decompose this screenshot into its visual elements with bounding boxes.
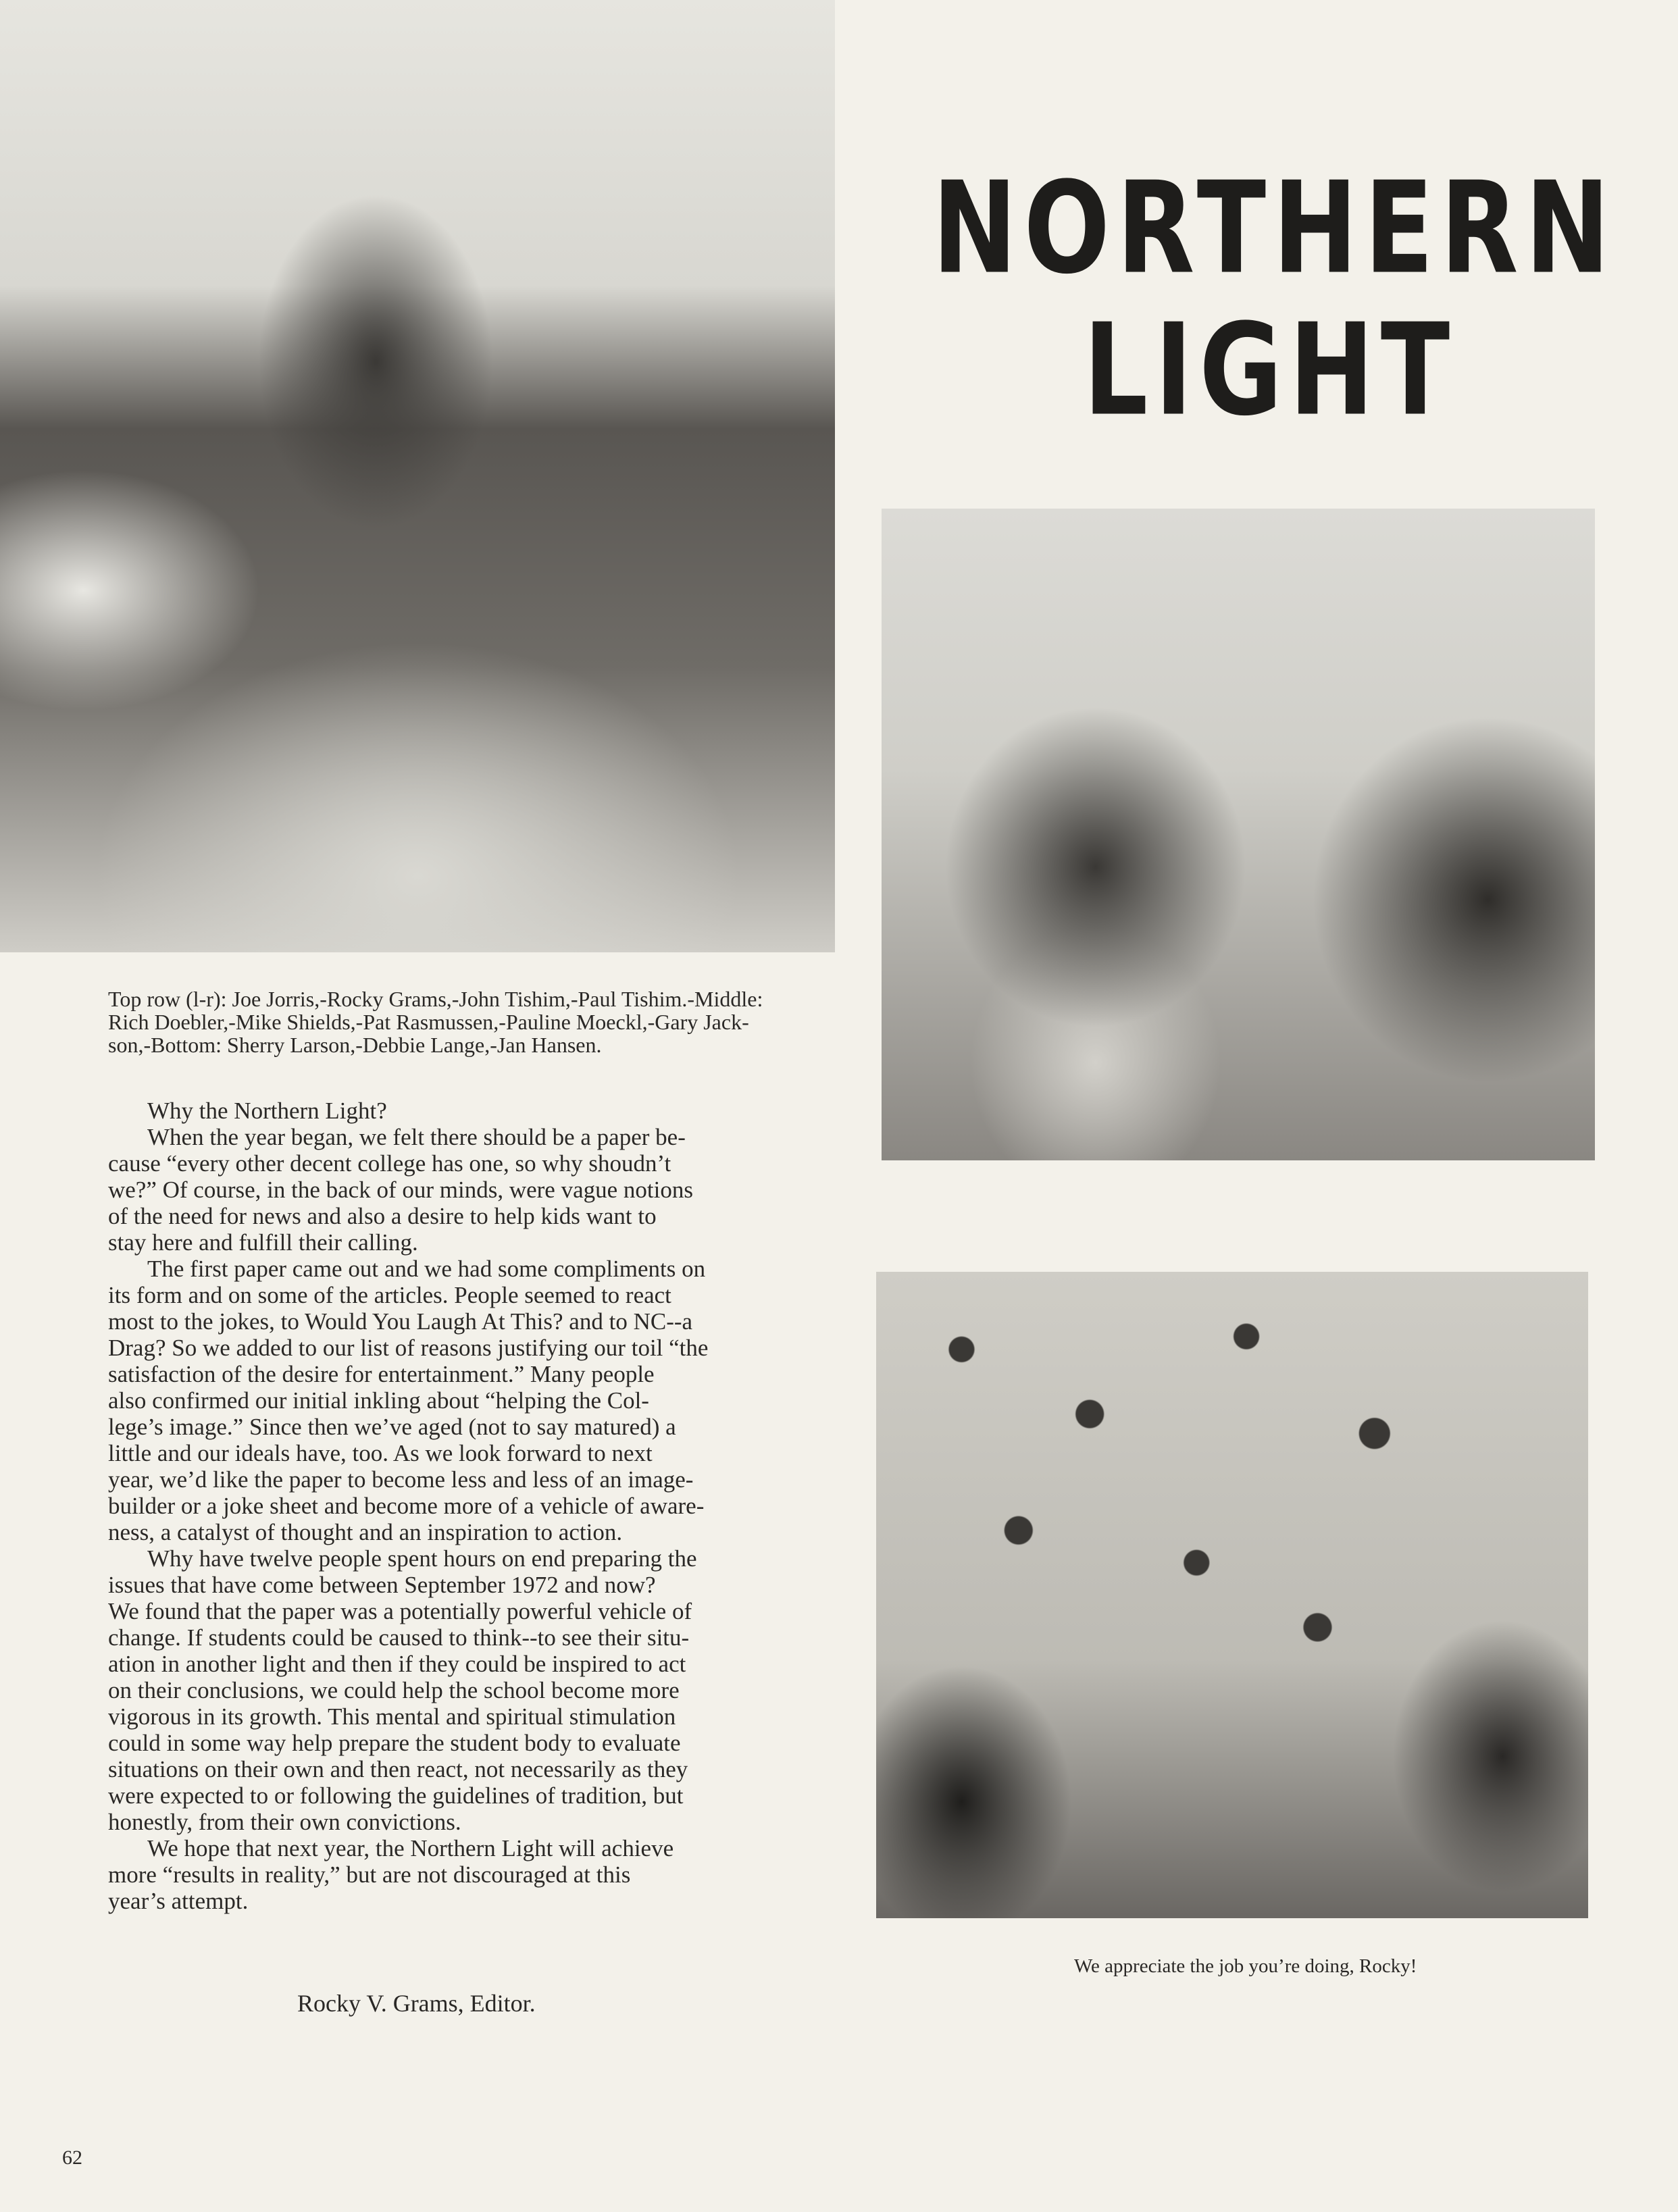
caption-line: son,-Bottom: Sherry Larson,-Debbie Lange,-Jan Hansen. [108, 1033, 602, 1057]
article-line: cause “every other decent college has one, so why shoudn’t [108, 1150, 671, 1177]
article-line: Why have twelve people spent hours on end preparing the [147, 1545, 697, 1572]
article-line: stay here and fulfill their calling. [108, 1229, 418, 1256]
article-line: year’s attempt. [108, 1888, 249, 1914]
article-line: situations on their own and then react, not necessarily as they [108, 1756, 688, 1782]
article-line: Drag? So we added to our list of reasons justifying our toil “the [108, 1335, 709, 1361]
article-line: little and our ideals have, too. As we look forward to next [108, 1440, 653, 1466]
article-line: on their conclusions, we could help the school become more [108, 1677, 680, 1703]
article-line: vigorous in its growth. This mental and spiritual stimulation [108, 1703, 676, 1730]
group-photo [0, 0, 835, 952]
caption-line: Top row (l-r): Joe Jorris,-Rocky Grams,-John Tishim,-Paul Tishim.-Middle: [108, 987, 763, 1011]
article-line: satisfaction of the desire for entertainment.” Many people [108, 1361, 655, 1387]
curtain-photo-caption: We appreciate the job you’re doing, Rocky! [1074, 1955, 1417, 1977]
article-line: The first paper came out and we had some compliments on [147, 1256, 706, 1282]
article-line: builder or a joke sheet and become more of a vehicle of aware- [108, 1493, 705, 1519]
page-title-line-1: NORTHERN [932, 155, 1617, 303]
article-line: lege’s image.” Since then we’ve aged (not to say matured) a [108, 1414, 676, 1440]
article-line: year, we’d like the paper to become less and less of an image- [108, 1466, 694, 1493]
article-body [108, 1098, 878, 1914]
group-photo-caption [108, 987, 878, 1056]
editor-signature: Rocky V. Grams, Editor. [297, 1990, 536, 2017]
caption-line: Rich Doebler,-Mike Shields,-Pat Rasmussen,-Pauline Moeckl,-Gary Jack- [108, 1010, 749, 1034]
article-line: When the year began, we felt there should be a paper be- [147, 1124, 686, 1150]
article-line: Why the Northern Light? [147, 1098, 387, 1124]
article-line: We found that the paper was a potentially powerful vehicle of [108, 1598, 692, 1624]
page-number: 62 [62, 2146, 82, 2169]
curtain-photo-image [876, 1272, 1588, 1918]
article-line: most to the jokes, to Would You Laugh At This? and to NC--a [108, 1308, 693, 1335]
reading-photo-image [882, 509, 1595, 1160]
page-title-line-2: LIGHT [1083, 297, 1457, 444]
article-line: issues that have come between September 1972 and now? [108, 1572, 656, 1598]
article-line: We hope that next year, the Northern Light will achieve [147, 1835, 674, 1861]
article-line: ation in another light and then if they could be inspired to act [108, 1651, 686, 1677]
article-line: of the need for news and also a desire to help kids want to [108, 1203, 657, 1229]
article-line: its form and on some of the articles. People seemed to react [108, 1282, 671, 1308]
group-photo-image [0, 0, 835, 952]
article-line: more “results in reality,” but are not discouraged at this [108, 1861, 631, 1888]
article-line: also confirmed our initial inkling about “helping the Col- [108, 1387, 649, 1414]
curtain-photo [876, 1272, 1588, 1918]
article-line: change. If students could be caused to think--to see their situ- [108, 1624, 690, 1651]
article-line: we?” Of course, in the back of our minds, were vague notions [108, 1177, 693, 1203]
article-line: ness, a catalyst of thought and an inspiration to action. [108, 1519, 623, 1545]
article-line: could in some way help prepare the student body to evaluate [108, 1730, 681, 1756]
reading-photo [882, 509, 1595, 1160]
article-line: were expected to or following the guidelines of tradition, but [108, 1782, 684, 1809]
article-line: honestly, from their own convictions. [108, 1809, 461, 1835]
